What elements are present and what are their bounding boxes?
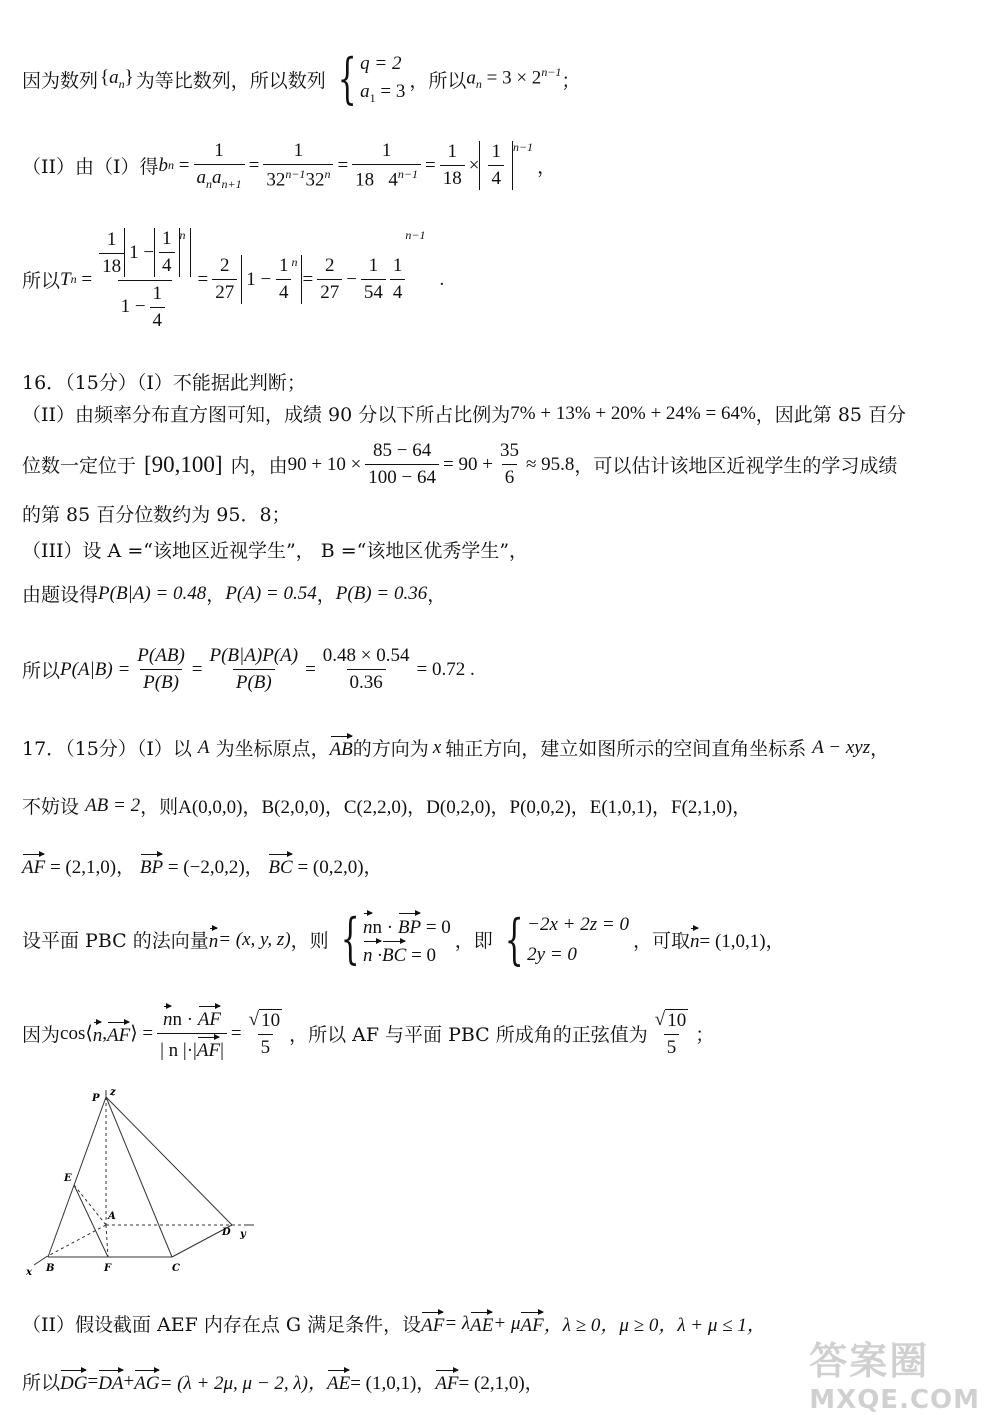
den: 6	[502, 464, 518, 489]
var: A	[197, 736, 210, 758]
den: 27	[212, 279, 237, 304]
num: 1	[278, 255, 289, 277]
label-C: C	[172, 1263, 180, 1274]
pyramid-figure	[22, 1085, 262, 1280]
num: 0.48 × 0.54	[322, 645, 410, 666]
formula: ≈ 95.8	[525, 453, 575, 475]
formula: = (1,0,1)，	[699, 931, 785, 953]
formula: + μ	[493, 1312, 521, 1334]
den: 4	[390, 279, 406, 304]
solution-line: （III）设 A =“该地区近视学生”， B =“该地区优秀学生”，	[22, 540, 529, 562]
watermark-line: 答案圈	[809, 1339, 930, 1383]
text: ，可取	[632, 930, 690, 953]
text: |	[220, 1040, 224, 1061]
text: 因为数列	[22, 69, 99, 92]
interval: [90,100]	[144, 451, 223, 477]
vector: BP	[140, 853, 163, 879]
text: （II）假设截面 AEF 内存在点 G 满足条件，设	[22, 1314, 422, 1336]
text: 17．（15分）（I）以	[22, 738, 192, 760]
text: 为等比数列，所以数列	[135, 69, 326, 92]
text: ，即	[454, 930, 493, 953]
text: ；	[561, 69, 581, 92]
formula: = 90 +	[443, 453, 493, 475]
vector: AF	[435, 1369, 458, 1395]
formula: P(B|A) = 0.48	[98, 582, 207, 604]
formula: = (λ + 2μ, μ − 2, λ)，	[159, 1373, 327, 1394]
formula: ⟩ =	[130, 1023, 154, 1044]
text: = 0	[425, 917, 451, 938]
label-z: z	[110, 1087, 116, 1098]
text: .	[439, 268, 445, 290]
label-A: A	[108, 1211, 116, 1222]
formula: AB = 2	[85, 794, 141, 816]
formula: P(B) = 0.36	[335, 582, 428, 604]
watermark	[809, 1330, 980, 1415]
solution-line: 所以 P(A|B) = $\frac{P(AB)}{P(B)}$ = $\frac{P(B|A)P(A)}{P(B)}$ = $\frac{0.48 \times 0.54}{0.36}$ = 0.72 .	[22, 645, 475, 693]
text: n ·	[363, 940, 382, 968]
formula: cos⟨	[60, 1023, 93, 1044]
solution-line	[22, 1310, 766, 1337]
vector: AE	[327, 1369, 350, 1395]
num: 1	[214, 140, 224, 161]
vector: BP	[398, 912, 421, 940]
text: （II）由（I）得	[22, 156, 159, 179]
num: 1	[447, 141, 457, 163]
num: P(B|A)P(A)	[209, 645, 299, 666]
vector: n	[209, 927, 219, 953]
den: 100 − 64	[365, 464, 439, 489]
den: 18	[99, 253, 124, 278]
var-b: b	[158, 154, 169, 176]
text: n ·	[372, 917, 398, 938]
abs-bracket: 1 − $\frac{1}{4}$ $^n$	[124, 228, 190, 277]
solution-line	[22, 907, 785, 971]
num: 1	[381, 140, 392, 162]
text: ，则	[290, 930, 329, 953]
text: ，	[206, 584, 226, 606]
abs-bracket	[154, 228, 180, 277]
text: 不妨设	[22, 796, 80, 818]
seq-a: a	[109, 66, 119, 88]
den: P(B)	[233, 669, 275, 694]
text: ，	[870, 738, 890, 760]
den: 4	[159, 252, 175, 277]
text: n ·	[172, 1009, 198, 1030]
vector: AF	[520, 1311, 543, 1337]
label-E: E	[64, 1173, 72, 1184]
num: 35	[499, 440, 519, 461]
text: 位数一定位于	[22, 455, 137, 477]
text: 轴正方向，建立如图所示的空间直角坐标系	[445, 738, 807, 760]
text: ，所以	[409, 69, 467, 92]
den: 27	[317, 279, 342, 304]
system-brace: { q = 2 $a_1 = 3$	[337, 47, 406, 110]
num: 1	[491, 141, 501, 163]
label-B: B	[46, 1263, 55, 1274]
solution-line: 的第 85 百分位数约为 95．8；	[22, 504, 291, 526]
formula: = (0,2,0)，	[297, 857, 383, 878]
formula: = λ	[444, 1312, 471, 1334]
den: 4	[276, 279, 292, 304]
vector: DG	[60, 1369, 87, 1395]
num: 85 − 64	[373, 440, 432, 461]
formula: = 0.72 .	[416, 658, 475, 680]
abs-bracket: 1 − $\frac{1}{4}$ $^n$	[241, 255, 302, 304]
vector: n	[93, 1021, 103, 1047]
text: ，可以估计该地区近视学生的学习成绩	[574, 455, 898, 477]
solution-line	[22, 440, 897, 489]
label-D: D	[222, 1227, 231, 1238]
vector: AF	[107, 1021, 130, 1047]
system-brace: { −2x + 2z = 0 2y = 0	[504, 907, 629, 971]
text: ，	[732, 796, 752, 818]
num: 2	[324, 255, 335, 277]
vector: AB	[330, 735, 353, 761]
formula: = (2,1,0)，	[49, 857, 136, 878]
text: =	[230, 1022, 242, 1044]
text: 的方向为	[352, 738, 429, 760]
problem-17-heading	[22, 734, 889, 761]
text: ，则	[140, 796, 179, 818]
problem-16-heading: 16．（15分）（I）不能据此判断；	[22, 372, 306, 394]
vector: AG	[134, 1369, 159, 1395]
sys-row: 2y = 0	[527, 944, 577, 965]
text: 1 −	[246, 268, 272, 290]
label-F: F	[104, 1263, 112, 1274]
text: 由题设得	[22, 584, 99, 606]
den: P(B)	[140, 669, 182, 694]
text: | n |·|	[160, 1040, 197, 1061]
label-P: P	[92, 1093, 100, 1104]
sys-row: q = 2	[360, 53, 402, 74]
vector: AF	[197, 1036, 220, 1062]
text: =	[87, 1370, 99, 1392]
solution-line: 因为数列 $\{a_n\}$ 为等比数列，所以数列 { q = 2 $a_1 = 3$ ，所以 $a_n = 3 \times 2^{n-1}$ ；	[22, 47, 581, 110]
text: 为坐标原点，	[215, 738, 330, 760]
radicand: 10	[261, 1009, 281, 1031]
solution-line: 所以 T n = $\frac{1}{18}$ 1 − $\frac{1}{4}$ $^n$ 1 − $\frac{1}{4}$ = $\frac{2}{27}$ 1 − $\frac{1}{4}$ $^n$ = $\frac{2}{27}$ − $\frac{1}{54}$ $\frac{1}{4}$ n−1 .	[22, 228, 445, 331]
formula: A − xyz	[812, 736, 871, 758]
sys-row: = 3	[380, 81, 406, 103]
solution-line	[22, 400, 906, 427]
text: 所以	[22, 270, 61, 293]
formula: 7% + 13% + 20% + 24% = 64%	[510, 402, 756, 424]
solution-line	[22, 580, 446, 607]
num: 1	[392, 255, 403, 277]
text: +	[123, 1370, 135, 1392]
num: 1	[293, 140, 304, 162]
num: P(AB)	[137, 645, 185, 666]
formula: 90 + 10 ×	[287, 453, 362, 475]
den: 0.36	[347, 669, 386, 694]
formula: = (2,1,0)，	[458, 1373, 544, 1394]
vector: AF	[421, 1311, 444, 1337]
text: ，所以 AF 与平面 PBC 所成角的正弦值为	[289, 1024, 648, 1046]
den: 5	[664, 1034, 680, 1059]
formula: P(A|B) =	[60, 658, 131, 680]
den: 54	[361, 279, 386, 304]
num: 1	[106, 228, 117, 250]
text: 所以	[22, 660, 61, 682]
vector: AE	[470, 1311, 493, 1337]
sys-row: −2x + 2z = 0	[527, 913, 629, 935]
vector: BC	[382, 940, 406, 968]
formula: P(A) = 0.54	[225, 582, 317, 604]
solution-line: 因为 cos⟨ n , AF ⟩ = $\frac{nn \cdot AF}{| n |\cdot|AF|}$ = √ 10 5 ，所以 AF 与平面 PBC 所成角的正弦值为 √ 10 5 ；	[22, 1005, 714, 1062]
text: ，	[537, 156, 557, 179]
num: 1	[368, 255, 379, 277]
vector: BC	[268, 853, 292, 879]
num: 2	[220, 255, 230, 277]
radicand: 10	[667, 1009, 687, 1031]
vector: AF	[198, 1005, 221, 1031]
text: 设平面 PBC 的法向量	[22, 930, 209, 953]
var: x	[432, 736, 442, 758]
system-brace: { nn · BP = 0 n ·BC = 0	[340, 907, 451, 970]
text: 内，由	[230, 455, 288, 477]
solution-line	[22, 1368, 544, 1395]
formula: = 3 × 2	[486, 67, 542, 89]
formula: = (−2,0,2)，	[167, 857, 264, 878]
text: ,	[102, 1022, 108, 1044]
watermark-line: MXQE.COM	[809, 1385, 980, 1415]
label-x: x	[26, 1267, 32, 1278]
label-y: y	[240, 1229, 246, 1240]
den: 5	[258, 1034, 274, 1059]
text: ，	[316, 584, 336, 606]
vector: AF	[22, 853, 45, 879]
formula: A(0,0,0)，B(2,0,0)，C(2,2,0)，D(0,2,0)，P(0,0,2)，E(1,0,1)，F(2,1,0)	[178, 797, 733, 818]
text: 因为	[22, 1024, 61, 1046]
text: 所以	[22, 1372, 61, 1394]
text: ；	[695, 1024, 715, 1046]
solution-line	[22, 792, 751, 819]
text: ，	[427, 584, 447, 606]
den-text: 1 −	[120, 295, 146, 317]
formula: ，λ ≥ 0，μ ≥ 0，λ + μ ≤ 1，	[543, 1315, 766, 1336]
text: （II）由频率分布直方图可知，成绩 90 分以下所占比例为	[22, 404, 511, 426]
solution-line	[22, 852, 383, 879]
solution-line: （II）由（I）得 b n = $\frac{1}{a_na_{n+1}}$ = $\frac{1}{32^{n-1}32^n}$ = $\frac{1}{18 4^{n-1}}$ = $\frac{1}{18}$ × $\frac{1}{4}$ $^{n-1}$ ，	[22, 140, 557, 191]
formula: = (x, y, z)	[218, 928, 291, 950]
formula: = (1,0,1)，	[350, 1373, 436, 1394]
vector: DA	[98, 1369, 123, 1395]
text: = 0	[411, 944, 437, 966]
abs-bracket: $\frac{1}{4}$	[479, 141, 513, 190]
vector: n	[690, 927, 700, 953]
num: 1	[162, 228, 172, 249]
text: ，因此第 85 百分	[755, 404, 907, 426]
